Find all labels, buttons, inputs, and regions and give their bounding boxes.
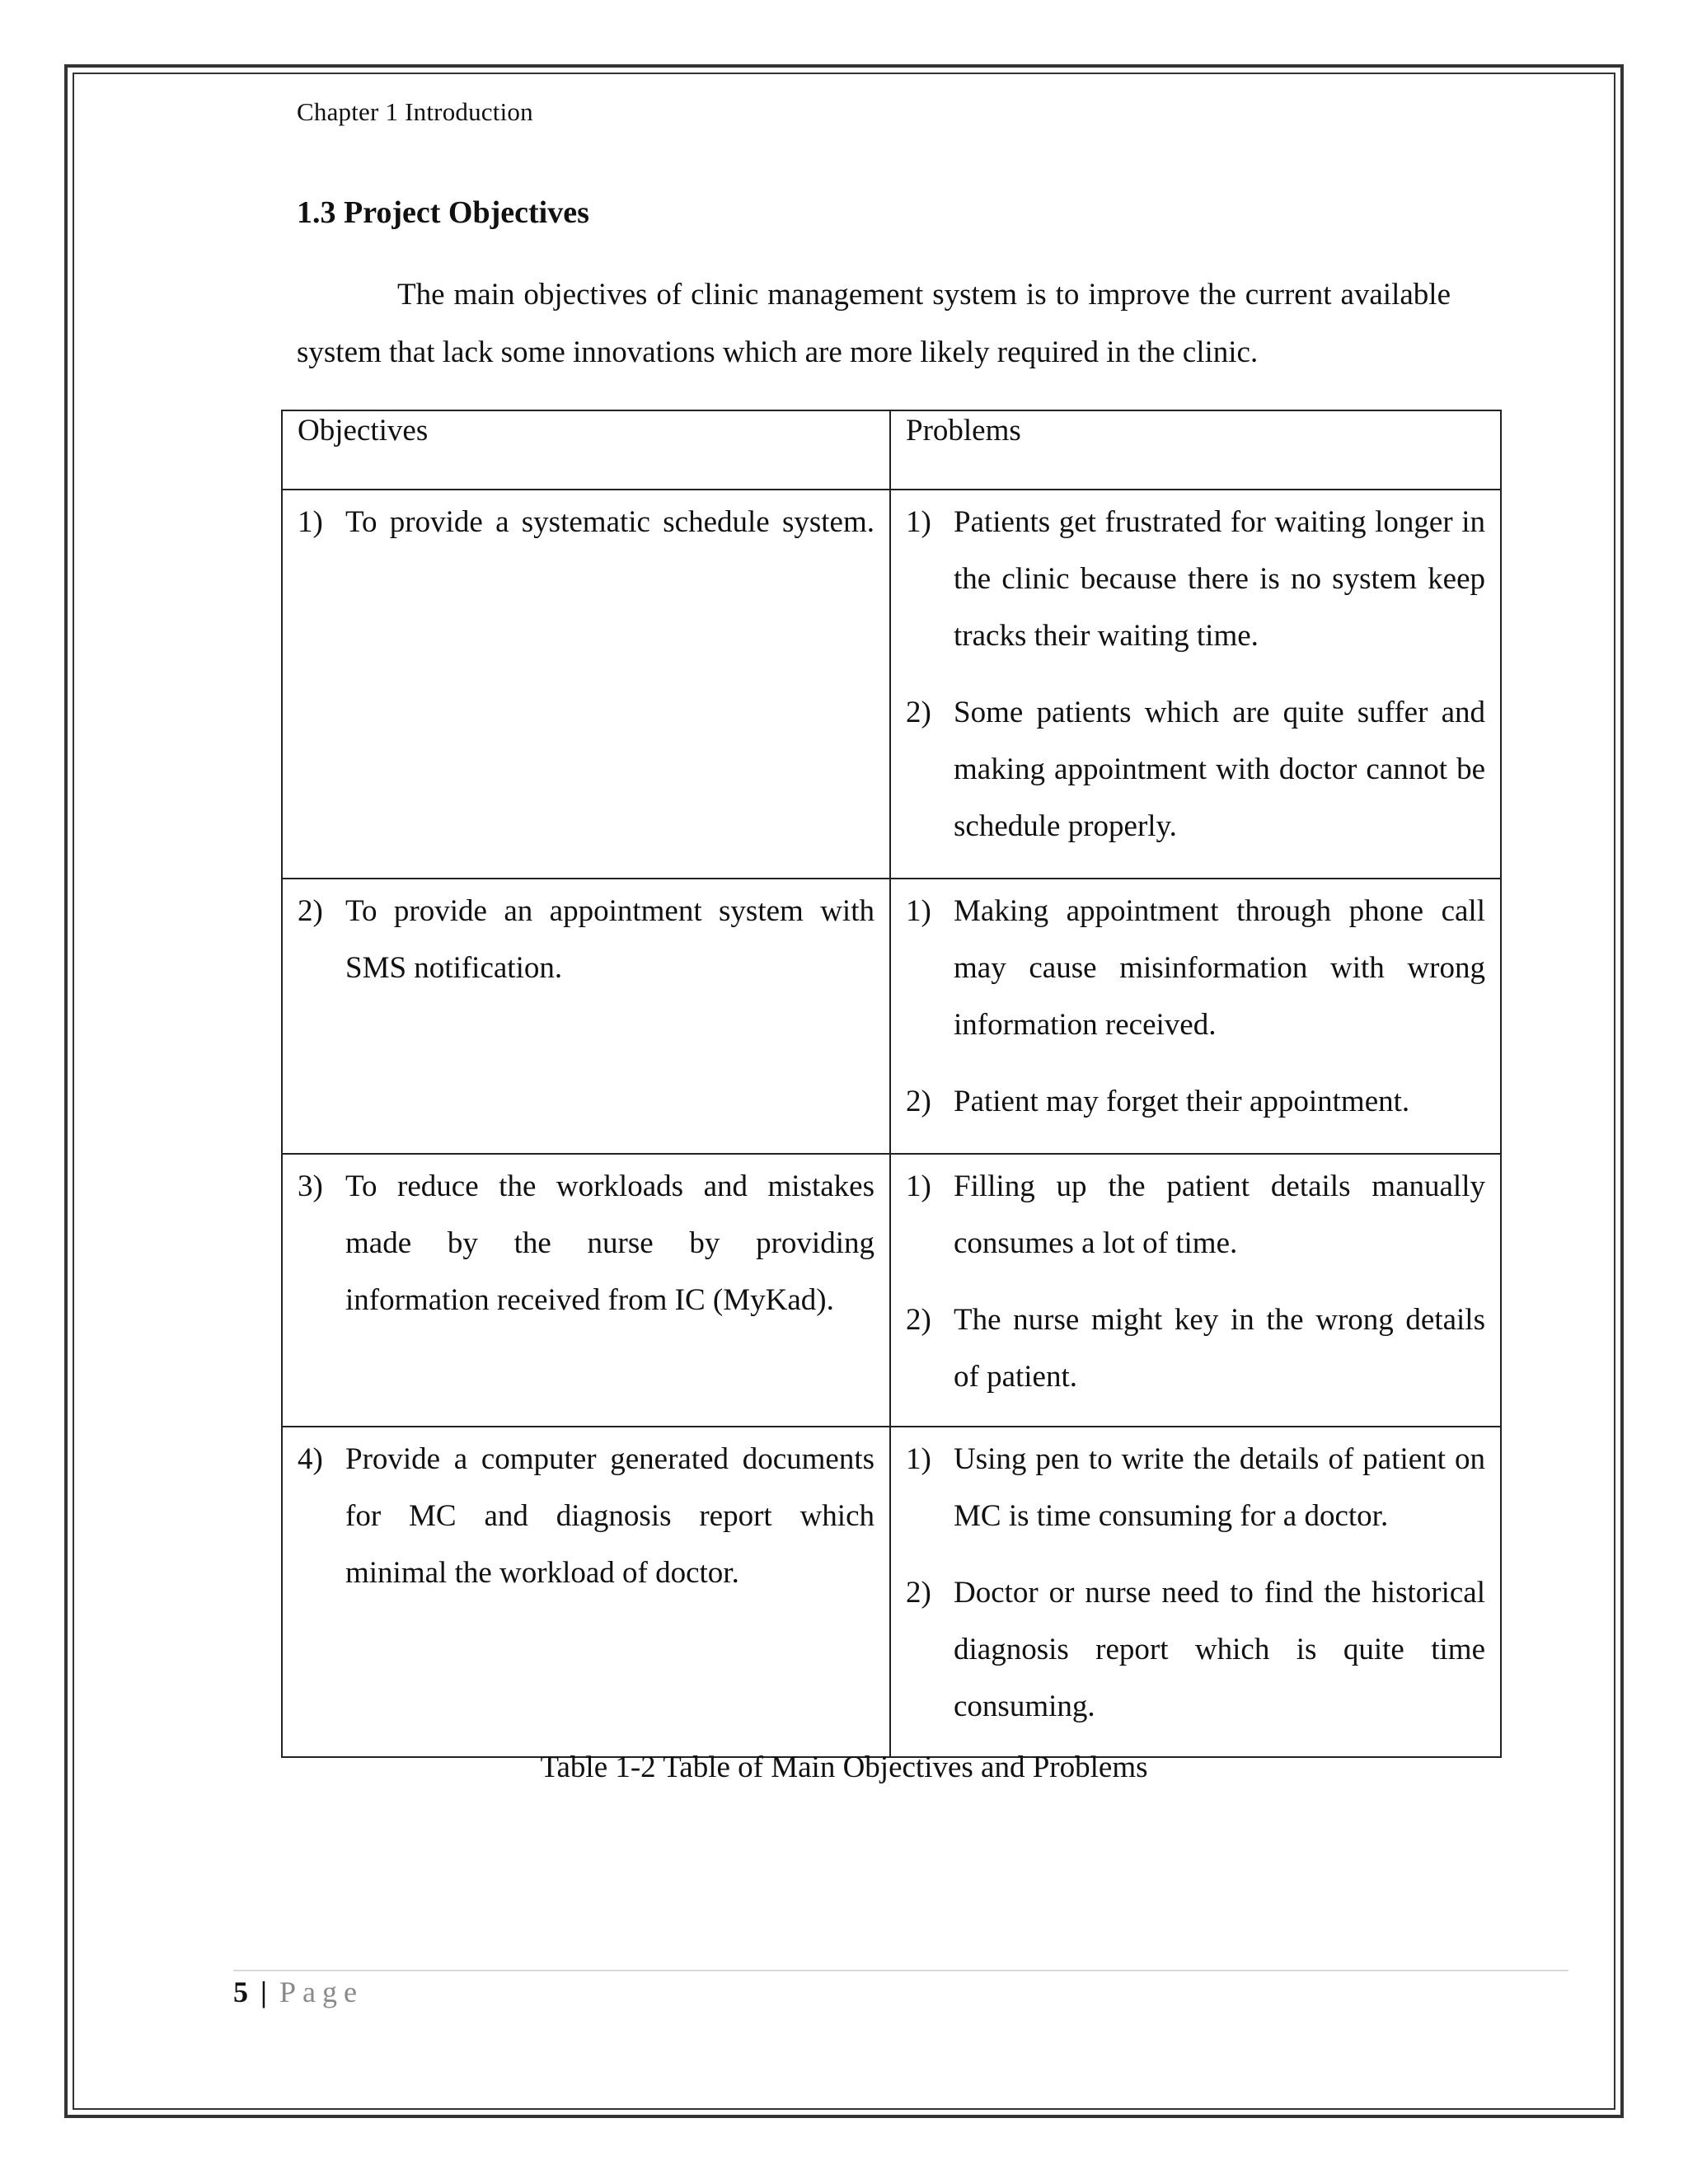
problem-number: 1) <box>906 1169 931 1203</box>
page-footer <box>233 1975 363 2009</box>
intro-paragraph: The main objectives of clinic management system is to improve the current available system that lack some innovations which are more likely required in the clinic. <box>297 278 1451 369</box>
objective-text: To reduce the workloads and mistakes made by the nurse by providing information received from IC (MyKad). <box>345 1169 874 1317</box>
problem-item <box>906 494 1485 664</box>
problem-text: Filling up the patient details manually consumes a lot of time. <box>954 1169 1485 1260</box>
objective-text: Provide a computer generated documents for MC and diagnosis report which minimal the workload of doctor. <box>345 1442 874 1590</box>
problems-cell <box>890 879 1501 1154</box>
table-row <box>282 1427 1501 1757</box>
page-number: 5 <box>233 1975 248 2008</box>
problem-number: 1) <box>906 1442 931 1476</box>
objectives-table <box>281 410 1502 1758</box>
problem-number: 1) <box>906 505 931 539</box>
problem-item <box>906 1291 1485 1405</box>
problem-text: Using pen to write the details of patient on MC is time consuming for a doctor. <box>954 1442 1485 1533</box>
objective-number: 3) <box>298 1169 323 1203</box>
problems-cell <box>890 490 1501 879</box>
problem-text: Some patients which are quite suffer and making appointment with doctor cannot be schedule properly. <box>954 696 1485 843</box>
problem-text: Patient may forget their appointment. <box>954 1085 1410 1118</box>
problem-text: Patients get frustrated for waiting longer in the clinic because there is no system keep tracks their waiting time. <box>954 505 1485 653</box>
objective-item <box>298 494 874 551</box>
objective-cell <box>282 1427 890 1757</box>
footer-divider <box>233 1970 1568 1971</box>
objective-cell <box>282 490 890 879</box>
header-problems: Problems <box>890 410 1501 490</box>
problem-number: 2) <box>906 1303 931 1337</box>
problem-number: 2) <box>906 1576 931 1610</box>
problem-item <box>906 1158 1485 1272</box>
objective-text: To provide an appointment system with SMS notification. <box>345 894 874 985</box>
objective-number: 2) <box>298 894 323 928</box>
problem-item <box>906 1073 1485 1130</box>
objective-number: 4) <box>298 1442 323 1476</box>
problem-number: 2) <box>906 1085 931 1118</box>
problem-item <box>906 1564 1485 1735</box>
problem-number: 1) <box>906 894 931 928</box>
objective-number: 1) <box>298 505 323 539</box>
objective-item <box>298 883 874 996</box>
problem-text: The nurse might key in the wrong details of patient. <box>954 1303 1485 1394</box>
objective-item <box>298 1431 874 1601</box>
table-caption: Table 1-2 Table of Main Objectives and Problems <box>540 1750 1148 1784</box>
problem-item <box>906 1431 1485 1544</box>
table-header-row <box>282 410 1501 490</box>
header-objectives: Objectives <box>282 410 890 490</box>
problems-cell <box>890 1427 1501 1757</box>
problem-number: 2) <box>906 696 931 729</box>
problem-text: Making appointment through phone call may cause misinformation with wrong information received. <box>954 894 1485 1042</box>
problem-item <box>906 684 1485 855</box>
section-title: 1.3 Project Objectives <box>297 195 589 230</box>
table-row <box>282 879 1501 1154</box>
problem-text: Doctor or nurse need to find the historical diagnosis report which is quite time consuming. <box>954 1576 1485 1723</box>
table-row <box>282 1154 1501 1427</box>
objective-cell <box>282 879 890 1154</box>
page-label: Page <box>279 1975 363 2008</box>
footer-separator: | <box>260 1975 267 2008</box>
running-header: Chapter 1 Introduction <box>297 97 533 126</box>
problems-cell <box>890 1154 1501 1427</box>
table-row <box>282 490 1501 879</box>
objective-text: To provide a systematic schedule system. <box>345 505 874 539</box>
problem-item <box>906 883 1485 1053</box>
objective-cell <box>282 1154 890 1427</box>
objective-item <box>298 1158 874 1329</box>
